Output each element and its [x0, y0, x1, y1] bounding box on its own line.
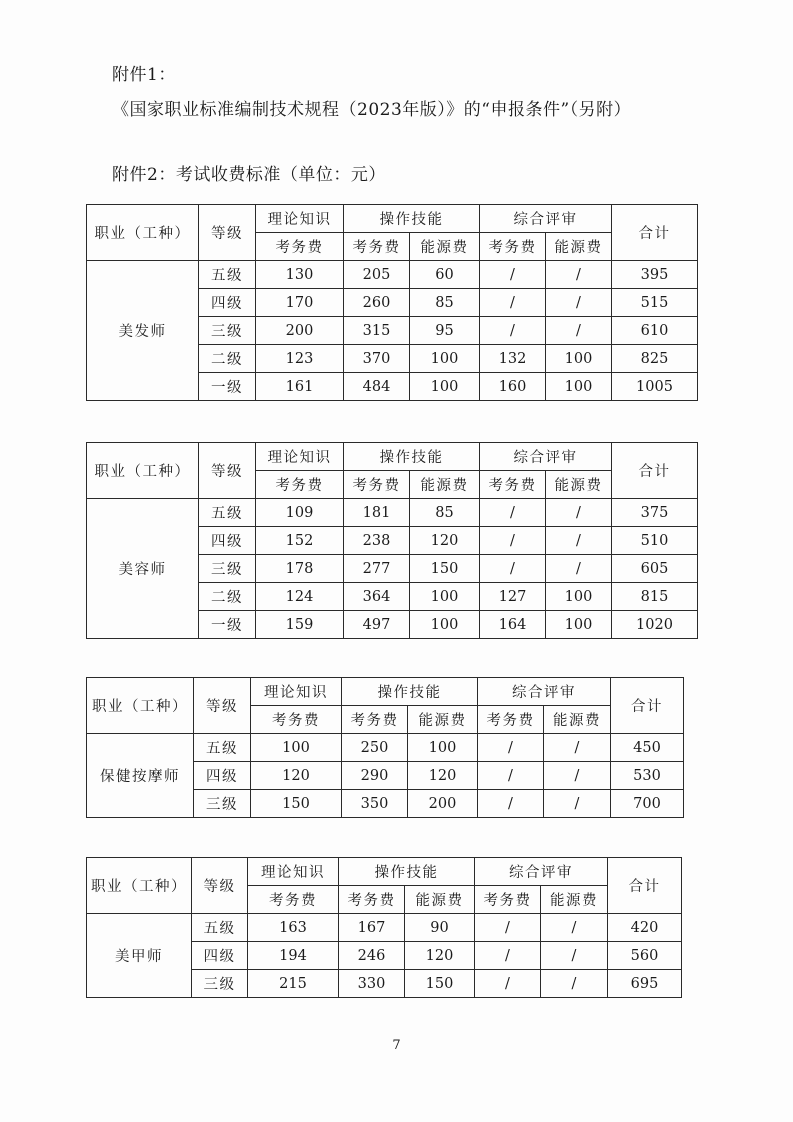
fee-cell: 120: [410, 527, 480, 555]
fee-cell: 120: [408, 762, 478, 790]
fee-cell: /: [544, 762, 611, 790]
occupation-cell: 美发师: [87, 261, 199, 401]
attachment1-label: 附件1：: [112, 65, 176, 85]
header-operation: 操作技能: [344, 205, 480, 233]
subheader-comprehensive-exam-fee: 考务费: [480, 471, 546, 499]
fee-cell: 370: [344, 345, 410, 373]
level-cell: 四级: [199, 527, 256, 555]
subheader-theory-exam-fee: 考务费: [256, 233, 344, 261]
fee-cell: 152: [256, 527, 344, 555]
fee-cell: 60: [410, 261, 480, 289]
attachment1-text: 《国家职业标准编制技术规程（2023年版）》的“申报条件”（另附）: [112, 100, 632, 120]
occupation-cell: 保健按摩师: [87, 734, 194, 818]
fee-cell: /: [480, 555, 546, 583]
fee-cell: 100: [546, 373, 612, 401]
occupation-cell: 美容师: [87, 499, 199, 639]
fee-cell: 100: [251, 734, 342, 762]
fee-cell: /: [541, 914, 608, 942]
fee-cell: 100: [546, 345, 612, 373]
fee-cell: 109: [256, 499, 344, 527]
subheader-theory-exam-fee: 考务费: [251, 706, 342, 734]
subheader-comprehensive-energy-fee: 能源费: [546, 233, 612, 261]
level-cell: 四级: [194, 762, 251, 790]
fee-cell: 130: [256, 261, 344, 289]
level-cell: 四级: [199, 289, 256, 317]
fee-cell: 120: [405, 942, 475, 970]
fee-cell: 124: [256, 583, 344, 611]
subheader-comprehensive-energy-fee: 能源费: [546, 471, 612, 499]
header-level: 等级: [194, 678, 251, 734]
fee-cell: 200: [256, 317, 344, 345]
fee-cell: 85: [410, 499, 480, 527]
fee-cell: 700: [611, 790, 684, 818]
page-number: 7: [392, 1038, 401, 1053]
fee-cell: /: [544, 790, 611, 818]
fee-cell: 695: [608, 970, 682, 998]
attachment2-title: 附件2：考试收费标准（单位：元）: [112, 165, 386, 185]
header-occupation: 职业（工种）: [87, 205, 199, 261]
level-cell: 五级: [192, 914, 248, 942]
fee-cell: /: [546, 317, 612, 345]
subheader-operation-exam-fee: 考务费: [344, 233, 410, 261]
fee-cell: /: [475, 942, 541, 970]
fee-cell: 497: [344, 611, 410, 639]
fee-cell: /: [478, 790, 544, 818]
fee-cell: /: [480, 261, 546, 289]
level-cell: 三级: [199, 555, 256, 583]
fee-cell: /: [546, 499, 612, 527]
header-comprehensive: 综合评审: [475, 858, 608, 886]
fee-cell: /: [544, 734, 611, 762]
header-row: [87, 678, 684, 706]
header-theory: 理论知识: [256, 205, 344, 233]
level-cell: 二级: [199, 345, 256, 373]
fee-cell: /: [546, 527, 612, 555]
fee-cell: /: [475, 914, 541, 942]
fee-cell: 160: [480, 373, 546, 401]
header-operation: 操作技能: [342, 678, 478, 706]
fee-cell: 120: [251, 762, 342, 790]
level-cell: 五级: [199, 261, 256, 289]
table-row: [87, 499, 698, 527]
fee-cell: 95: [410, 317, 480, 345]
fee-cell: 290: [342, 762, 408, 790]
fee-cell: 178: [256, 555, 344, 583]
subheader-operation-exam-fee: 考务费: [344, 471, 410, 499]
subheader-operation-exam-fee: 考务费: [342, 706, 408, 734]
subheader-operation-energy-fee: 能源费: [408, 706, 478, 734]
fee-cell: 90: [405, 914, 475, 942]
fee-cell: /: [480, 289, 546, 317]
header-level: 等级: [199, 205, 256, 261]
fee-cell: 150: [410, 555, 480, 583]
fee-cell: 123: [256, 345, 344, 373]
level-cell: 一级: [199, 373, 256, 401]
level-cell: 五级: [194, 734, 251, 762]
fee-cell: 100: [546, 611, 612, 639]
header-level: 等级: [192, 858, 248, 914]
header-level: 等级: [199, 443, 256, 499]
fee-table: [86, 677, 684, 818]
fee-cell: 161: [256, 373, 344, 401]
fee-cell: 450: [611, 734, 684, 762]
fee-cell: 100: [410, 373, 480, 401]
fee-cell: /: [546, 289, 612, 317]
level-cell: 二级: [199, 583, 256, 611]
table-row: [87, 914, 682, 942]
fee-cell: 315: [344, 317, 410, 345]
subheader-comprehensive-energy-fee: 能源费: [541, 886, 608, 914]
fee-cell: 100: [410, 583, 480, 611]
fee-cell: 150: [405, 970, 475, 998]
fee-table: [86, 442, 698, 639]
fee-cell: 375: [612, 499, 698, 527]
header-row: [87, 205, 698, 233]
header-theory: 理论知识: [251, 678, 342, 706]
fee-cell: 395: [612, 261, 698, 289]
fee-cell: 127: [480, 583, 546, 611]
fee-cell: 610: [612, 317, 698, 345]
level-cell: 一级: [199, 611, 256, 639]
fee-cell: 515: [612, 289, 698, 317]
fee-cell: /: [480, 499, 546, 527]
fee-cell: 250: [342, 734, 408, 762]
fee-cell: 164: [480, 611, 546, 639]
subheader-comprehensive-exam-fee: 考务费: [480, 233, 546, 261]
fee-cell: 238: [344, 527, 410, 555]
subheader-operation-exam-fee: 考务费: [339, 886, 405, 914]
fee-cell: 100: [410, 611, 480, 639]
header-operation: 操作技能: [344, 443, 480, 471]
fee-cell: 194: [248, 942, 339, 970]
header-occupation: 职业（工种）: [87, 443, 199, 499]
fee-cell: 215: [248, 970, 339, 998]
fee-cell: 605: [612, 555, 698, 583]
fee-cell: 205: [344, 261, 410, 289]
header-comprehensive: 综合评审: [480, 205, 612, 233]
fee-cell: 420: [608, 914, 682, 942]
fee-cell: /: [480, 527, 546, 555]
header-total: 合计: [608, 858, 682, 914]
header-row: [87, 443, 698, 471]
fee-cell: /: [478, 762, 544, 790]
level-cell: 三级: [199, 317, 256, 345]
fee-cell: 330: [339, 970, 405, 998]
fee-table: [86, 857, 682, 998]
fee-cell: 560: [608, 942, 682, 970]
level-cell: 三级: [192, 970, 248, 998]
header-comprehensive: 综合评审: [480, 443, 612, 471]
fee-cell: 1020: [612, 611, 698, 639]
fee-cell: 530: [611, 762, 684, 790]
fee-cell: 510: [612, 527, 698, 555]
fee-cell: 159: [256, 611, 344, 639]
fee-cell: 100: [546, 583, 612, 611]
subheader-comprehensive-exam-fee: 考务费: [478, 706, 544, 734]
header-occupation: 职业（工种）: [87, 678, 194, 734]
fee-cell: 815: [612, 583, 698, 611]
fee-cell: 163: [248, 914, 339, 942]
header-total: 合计: [611, 678, 684, 734]
fee-cell: 200: [408, 790, 478, 818]
subheader-operation-energy-fee: 能源费: [410, 471, 480, 499]
table-row: [87, 734, 684, 762]
fee-cell: 825: [612, 345, 698, 373]
fee-cell: 170: [256, 289, 344, 317]
fee-cell: /: [546, 555, 612, 583]
level-cell: 四级: [192, 942, 248, 970]
fee-table: [86, 204, 698, 401]
fee-cell: 181: [344, 499, 410, 527]
fee-cell: /: [478, 734, 544, 762]
fee-cell: 277: [344, 555, 410, 583]
fee-cell: 260: [344, 289, 410, 317]
header-operation: 操作技能: [339, 858, 475, 886]
fee-cell: 1005: [612, 373, 698, 401]
subheader-theory-exam-fee: 考务费: [248, 886, 339, 914]
fee-cell: 350: [342, 790, 408, 818]
fee-cell: /: [475, 970, 541, 998]
fee-cell: 150: [251, 790, 342, 818]
fee-cell: 85: [410, 289, 480, 317]
fee-cell: 246: [339, 942, 405, 970]
fee-cell: /: [541, 970, 608, 998]
header-total: 合计: [612, 205, 698, 261]
header-theory: 理论知识: [256, 443, 344, 471]
header-total: 合计: [612, 443, 698, 499]
subheader-theory-exam-fee: 考务费: [256, 471, 344, 499]
level-cell: 三级: [194, 790, 251, 818]
subheader-operation-energy-fee: 能源费: [405, 886, 475, 914]
fee-cell: 484: [344, 373, 410, 401]
level-cell: 五级: [199, 499, 256, 527]
fee-cell: /: [541, 942, 608, 970]
fee-cell: 132: [480, 345, 546, 373]
subheader-operation-energy-fee: 能源费: [410, 233, 480, 261]
subheader-comprehensive-energy-fee: 能源费: [544, 706, 611, 734]
fee-cell: 364: [344, 583, 410, 611]
occupation-cell: 美甲师: [87, 914, 192, 998]
fee-cell: 100: [408, 734, 478, 762]
header-theory: 理论知识: [248, 858, 339, 886]
table-row: [87, 261, 698, 289]
fee-cell: /: [480, 317, 546, 345]
subheader-comprehensive-exam-fee: 考务费: [475, 886, 541, 914]
fee-cell: 167: [339, 914, 405, 942]
header-comprehensive: 综合评审: [478, 678, 611, 706]
fee-cell: /: [546, 261, 612, 289]
fee-cell: 100: [410, 345, 480, 373]
header-occupation: 职业（工种）: [87, 858, 192, 914]
header-row: [87, 858, 682, 886]
